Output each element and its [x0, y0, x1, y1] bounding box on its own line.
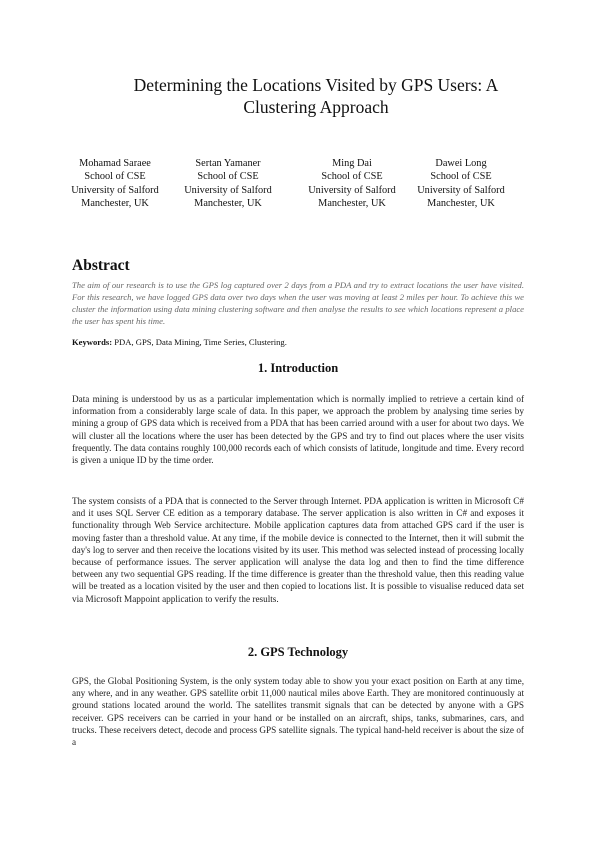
paragraph: The system consists of a PDA that is connected to the Server through Internet. PDA application is written in Microsoft C# and it uses SQL Server CE edition as a temporary database. The server application is also written in C# and exposes it functionality through Web Service architecture. Mobile application captures data from attached GPS card if the user is moving faster than a threshold value. At any time, if the mobile device is connected to the Internet, then it will submit the day's log to server and then receive the locations visited by its user. This method was selected instead of processing locally because of performance issues. The server application will analyse the data log and then to find the time difference between any two sequential GPS reading. If the time difference is greater than the threshold value, then this reading value will be treated as a location visited by the user and then copied to locations list. It is possible to visualise reduced data set via Microsoft Mappoint application to verify the results. [72, 496, 524, 604]
author-name: Ming Dai [332, 158, 372, 169]
author-block [173, 157, 283, 211]
author-dept: School of CSE [430, 171, 492, 183]
author-loc: Manchester, UK [194, 198, 262, 210]
abstract-text: The aim of our research is to use the GPS log captured over 2 days from a PDA and try to extract locations the user have visited. For this research, we have logged GPS data over two days when the user was moving at least 2 miles per hour. To achieve this we cluster the information using data mining clustering software and then analyse the results to see which locations represent a place the user has spent his time. [72, 280, 524, 326]
author-block [60, 157, 170, 211]
author-name: Sertan Yamaner [195, 158, 261, 169]
author-name: Mohamad Saraee [79, 158, 151, 169]
keywords-line [72, 337, 524, 347]
title-line-1: Determining the Locations Visited by GPS Users: A [133, 75, 499, 95]
author-block [406, 157, 516, 211]
author-dept: School of CSE [321, 171, 383, 183]
author-univ: University of Salford [417, 184, 505, 196]
author-loc: Manchester, UK [427, 198, 495, 210]
section-heading-gps-technology: 2. GPS Technology [247, 645, 349, 659]
paragraph: GPS, the Global Positioning System, is the only system today able to show you your exact position on Earth at any time, any where, and in any weather. GPS satellite orbit 11,000 nautical miles above Earth. They are monitored continuously at ground stations located around the world. The satellites transmit signals that can be detected by anyone with a GPS receiver. GPS receivers can be carried in your hand or be installed on an aircraft, ships, tanks, submarines, cars, and trucks. These receivers detect, decode and process GPS satellite signals. The typical hand-held receiver is about the size of a [72, 676, 524, 748]
author-univ: University of Salford [308, 184, 396, 196]
author-univ: University of Salford [184, 184, 272, 196]
paragraph: Data mining is understood by us as a particular implementation which is normally implied to retrieve a certain kind of information from a considerably large scale of data. In this paper, we approach the problem by analysing time series by mining a group of GPS data which is received from a PDA that has been carried around with a user for about two days. We will cluster all the locations where the user has been detected by the GPS and try to find out places where the user visits frequently. The data contains roughly 100,000 records each of which consists of latitude, longitude and time. Every record is given a unique ID by the time order. [72, 394, 524, 466]
author-loc: Manchester, UK [318, 198, 386, 210]
author-dept: School of CSE [197, 171, 259, 183]
author-univ: University of Salford [71, 184, 159, 196]
abstract-heading: Abstract [72, 257, 130, 274]
paper-title [86, 74, 546, 118]
author-name: Dawei Long [435, 158, 487, 169]
section-heading-introduction: 1. Introduction [257, 361, 339, 375]
author-block [297, 157, 407, 211]
author-list [60, 157, 540, 217]
author-loc: Manchester, UK [81, 198, 149, 210]
keywords-label: Keywords: [72, 337, 113, 347]
author-dept: School of CSE [84, 171, 146, 183]
title-line-2: Clustering Approach [243, 97, 389, 117]
keywords-text: PDA, GPS, Data Mining, Time Series, Clustering. [112, 337, 287, 347]
